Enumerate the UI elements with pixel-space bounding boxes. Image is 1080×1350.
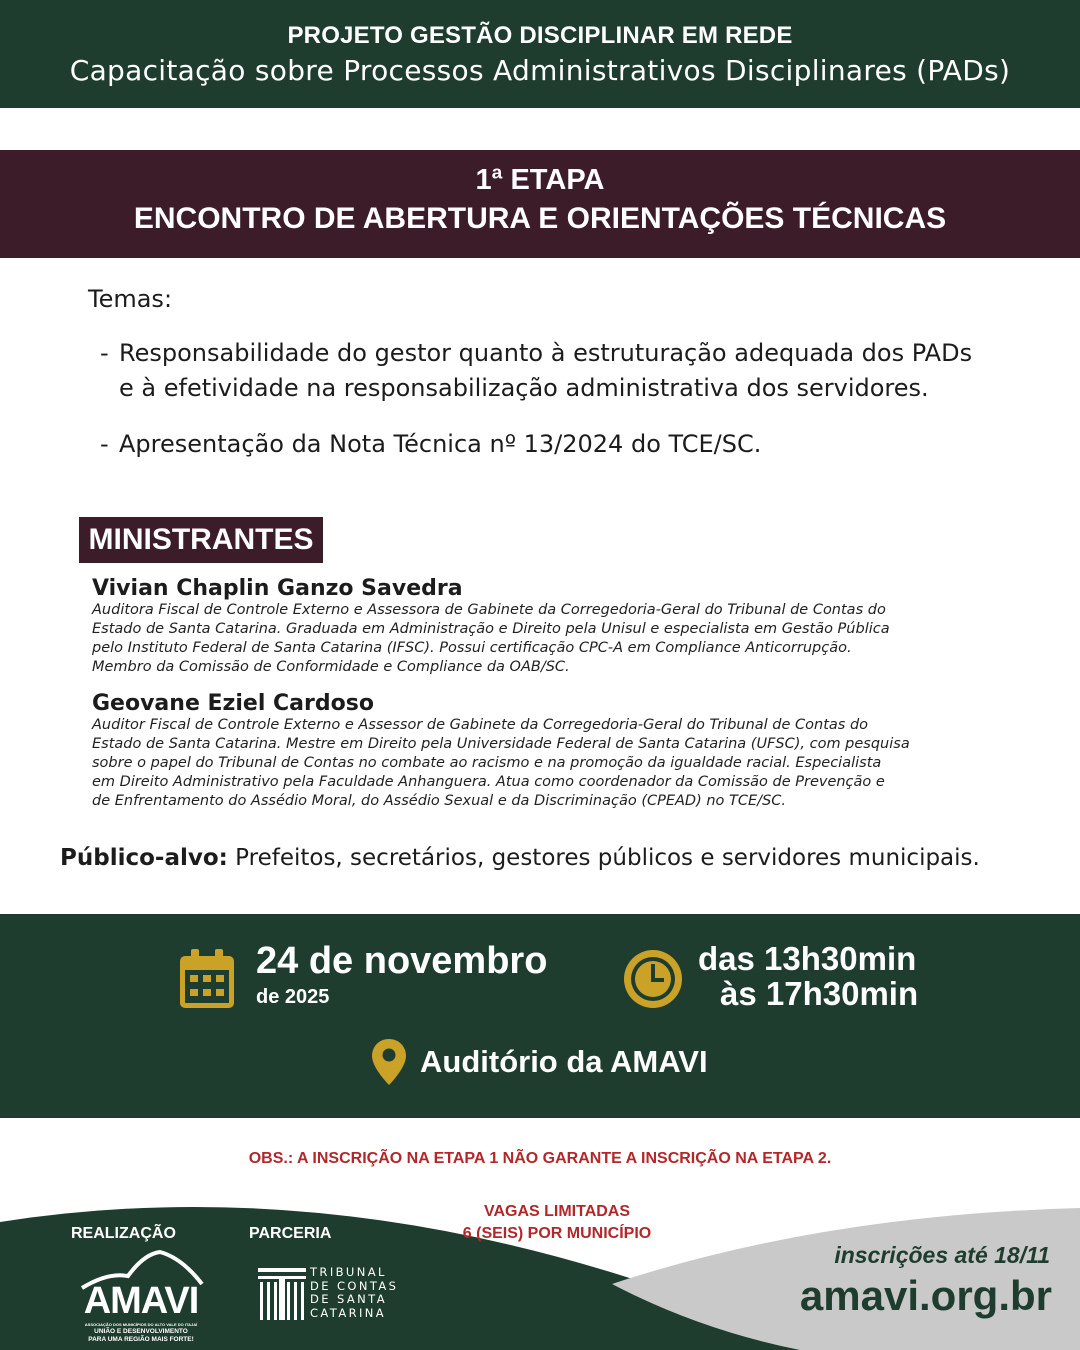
amavi-slogan: PARA UMA REGIÃO MAIS FORTE! [88, 1336, 194, 1343]
event-time-end: às 17h30min [720, 975, 919, 1012]
stage-banner [0, 150, 1080, 258]
tce-line: DE SANTA [310, 1292, 387, 1306]
bio-line: pelo Instituto Federal de Santa Catarina (IFSC). Possui certificação CPC-A em Compliance Anticorrupção. [92, 640, 852, 656]
bio-line: Membro da Comissão de Conformidade e Compliance da OAB/SC. [92, 659, 570, 675]
topic-dash: - [100, 339, 109, 367]
event-year: de 2025 [256, 986, 330, 1008]
obs-note: OBS.: A INSCRIÇÃO NA ETAPA 1 NÃO GARANTE A INSCRIÇÃO NA ETAPA 2. [248, 1150, 832, 1167]
tce-columns-icon [258, 1268, 306, 1322]
bio-line: sobre o papel do Tribunal de Contas no combate ao racismo e na promoção da igualdade racial. Especialista [92, 755, 882, 771]
topic-line: Apresentação da Nota Técnica nº 13/2024 do TCE/SC. [119, 430, 762, 458]
bio-line: Estado de Santa Catarina. Graduada em Administração e Direito pela Unisul e especialista em Gestão Pública [92, 621, 890, 637]
stage-title: ENCONTRO DE ABERTURA E ORIENTAÇÕES TÉCNICAS [133, 202, 947, 235]
ministrantes-badge: MINISTRANTES [79, 517, 323, 563]
clock-icon [622, 948, 684, 1010]
speaker-name: Geovane Eziel Cardoso [92, 691, 374, 716]
inscricoes-deadline: inscrições até 18/11 [834, 1242, 1050, 1268]
amavi-logo [78, 1250, 204, 1342]
amavi-assoc: ASSOCIAÇÃO DOS MUNICÍPIOS DO ALTO VALE DO ITAJAÍ [84, 1322, 198, 1327]
event-info-banner [0, 914, 1080, 1118]
topic-dash: - [100, 430, 109, 458]
bio-line: de Enfrentamento do Assédio Moral, do Assédio Sexual e da Discriminação (CPEAD) no TCE/SC. [92, 793, 787, 809]
publico-value: Prefeitos, secretários, gestores públicos e servidores municipais. [227, 845, 980, 871]
event-place: Auditório da AMAVI [420, 1044, 708, 1079]
parceria-label: PARCERIA [249, 1225, 332, 1242]
header-banner [0, 0, 1080, 108]
stage-number: 1ª ETAPA [475, 164, 605, 196]
speaker-bio [92, 601, 890, 677]
topic-line: Responsabilidade do gestor quanto à estruturação adequada dos PADs [119, 339, 973, 367]
temas-title: Temas: [88, 285, 173, 313]
event-date: 24 de novembro [256, 940, 548, 982]
bio-line: Auditor Fiscal de Controle Externo e Assessor de Gabinete da Corregedoria-Geral do Tribunal de Contas do [92, 717, 869, 733]
publico-label: Público-alvo: [60, 845, 228, 871]
tce-line: CATARINA [310, 1305, 387, 1320]
tce-name [310, 1266, 398, 1320]
speaker-name: Vivian Chaplin Ganzo Savedra [92, 576, 463, 601]
bio-line: em Direito Administrativo pela Faculdade Anhanguera. Atua como coordenador da Comissão de Prevenção e [92, 774, 885, 790]
project-title: PROJETO GESTÃO DISCIPLINAR EM REDE [287, 22, 793, 49]
vagas-line: 6 (SEIS) POR MUNICÍPIO [462, 1225, 652, 1242]
publico-alvo [60, 845, 980, 871]
realizacao-label: REALIZAÇÃO [71, 1225, 176, 1242]
amavi-wordmark: AMAVI [83, 1280, 199, 1322]
tce-line: DE CONTAS [310, 1278, 399, 1293]
tce-line: TRIBUNAL [310, 1265, 387, 1279]
location-pin-icon [371, 1038, 407, 1086]
amavi-tagline [78, 1322, 204, 1344]
vagas-note [440, 1201, 674, 1245]
amavi-slogan: UNIÃO E DESENVOLVIMENTO [94, 1328, 188, 1335]
event-time-start: das 13h30min [698, 940, 917, 977]
bio-line: Estado de Santa Catarina. Mestre em Direito pela Universidade Federal de Santa Catarina (UFSC), com pesquisa [92, 736, 910, 752]
bio-line: Auditora Fiscal de Controle Externo e Assessora de Gabinete da Corregedoria-Geral do Tribunal de Contas do [92, 602, 886, 618]
calendar-icon [178, 948, 236, 1010]
vagas-line: VAGAS LIMITADAS [483, 1203, 631, 1220]
project-subtitle: Capacitação sobre Processos Administrativos Disciplinares (PADs) [69, 54, 1011, 87]
website-link[interactable]: amavi.org.br [799, 1272, 1052, 1319]
tce-sc-logo [258, 1266, 398, 1324]
topic-line: e à efetividade na responsabilização administrativa dos servidores. [119, 374, 929, 402]
speaker-bio [92, 716, 910, 811]
